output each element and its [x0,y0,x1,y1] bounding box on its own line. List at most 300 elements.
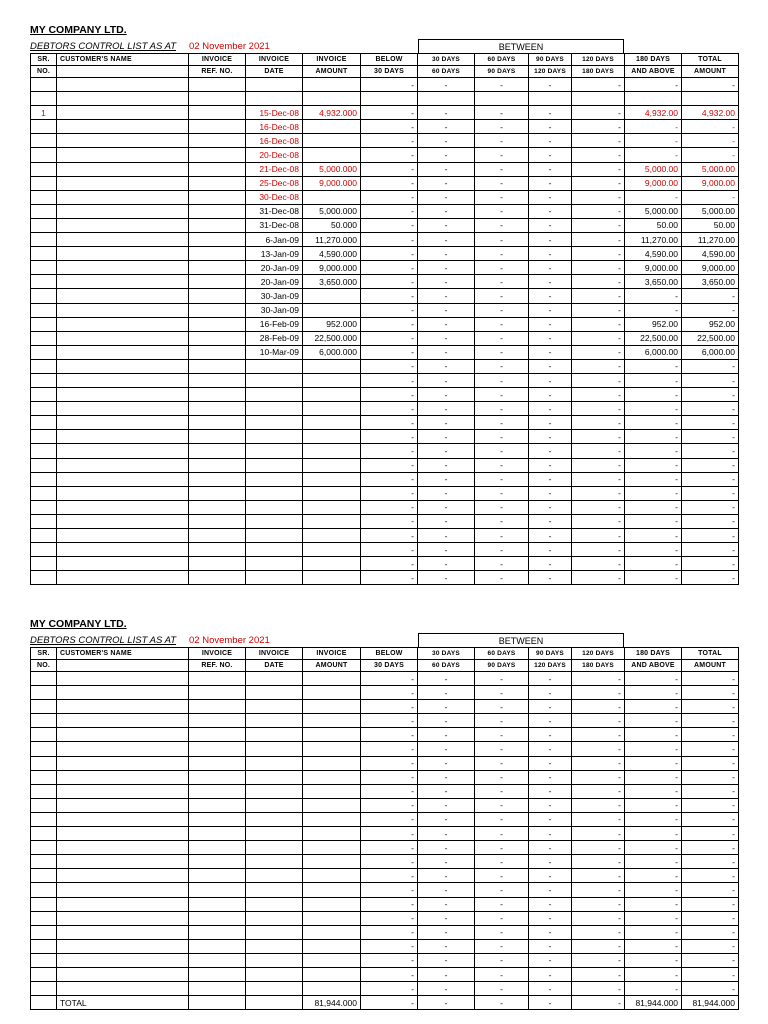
cell-ref [189,925,246,939]
cell-d60: - [475,402,529,416]
cell-total: - [682,982,739,996]
table-row [31,430,739,444]
column-header: 60 DAYS [475,648,529,660]
column-header: NO. [31,660,57,672]
cell-sr [31,148,57,162]
cell-d180: - [625,827,682,841]
cell-d60: - [475,686,529,700]
cell-d180: - [625,798,682,812]
cell-d60: - [475,883,529,897]
cell-total: - [682,486,739,500]
cell-d60: - [475,841,529,855]
cell-date [246,700,303,714]
cell-d180: 9,000.00 [625,176,682,190]
cell-amount: 3,650.000 [303,275,361,289]
table-row [31,218,739,232]
cell-below: - [361,345,418,359]
cell-d30: - [418,388,475,402]
cell-below: - [361,869,418,883]
cell-d90: - [529,953,572,967]
cell-d60: - [475,261,529,275]
cell-sr [31,700,57,714]
cell-d90: - [529,784,572,798]
total-row [31,996,739,1010]
cell-total: - [682,897,739,911]
cell-amount [303,289,361,303]
cell-amount [303,883,361,897]
cell-date [246,967,303,981]
cell-d180: 4,590.00 [625,247,682,261]
cell-d120: - [572,430,625,444]
cell-d180: - [625,557,682,571]
between-header: BETWEEN [418,39,624,53]
cell-d60: - [475,798,529,812]
cell-ref [189,543,246,557]
cell-ref [189,458,246,472]
cell-d180: - [625,500,682,514]
cell-total: - [682,373,739,387]
cell-date [246,92,303,106]
cell-below: - [361,728,418,742]
cell-below: - [361,472,418,486]
table-row [31,416,739,430]
cell-amount: 9,000.000 [303,261,361,275]
table-row [31,120,739,134]
cell-date [246,883,303,897]
cell-name [57,714,189,728]
cell-name [57,571,189,585]
cell-amount [303,728,361,742]
column-header: 90 DAYS [529,54,572,66]
cell-amount [303,798,361,812]
cell-date [246,855,303,869]
column-header: 30 DAYS [418,54,475,66]
cell-ref [189,714,246,728]
between-header: BETWEEN [418,633,624,647]
cell-total: - [682,855,739,869]
cell-d180: - [625,120,682,134]
cell-d90: - [529,345,572,359]
cell-d30: - [418,686,475,700]
cell-d180: - [625,714,682,728]
cell-d60: - [475,869,529,883]
cell-sr [31,373,57,387]
cell-date [246,897,303,911]
column-header: 90 DAYS [529,648,572,660]
column-header: REF. NO. [189,660,246,672]
cell-amount [303,953,361,967]
cell-d30: - [418,162,475,176]
cell-d30: - [418,869,475,883]
cell-name [57,953,189,967]
cell-sr [31,275,57,289]
cell-d60: - [475,500,529,514]
cell-total: - [682,557,739,571]
cell-d30: - [418,303,475,317]
header-row-bottom [31,660,739,672]
cell-ref [189,120,246,134]
cell-amount [303,373,361,387]
cell-name [57,841,189,855]
cell-ref [189,204,246,218]
cell-below: - [361,770,418,784]
cell-d90: - [529,855,572,869]
cell-total: 11,270.00 [682,233,739,247]
cell-name [57,261,189,275]
cell-d60: - [475,275,529,289]
cell-below: - [361,883,418,897]
cell-d180: 3,650.00 [625,275,682,289]
cell-total: 6,000.00 [682,345,739,359]
cell-amount: 4,932.000 [303,106,361,120]
column-header: AMOUNT [303,660,361,672]
cell-below: - [361,700,418,714]
cell-date [246,742,303,756]
table-row [31,289,739,303]
cell-sr [31,982,57,996]
table-body [31,78,739,585]
cell-below: - [361,514,418,528]
cell-d120: - [572,331,625,345]
cell-d90: - [529,756,572,770]
cell-date: 20-Dec-08 [246,148,303,162]
table-body [31,672,739,1010]
cell-amount [303,514,361,528]
cell-d30: - [418,190,475,204]
cell-amount [303,92,361,106]
cell-amount [303,911,361,925]
cell-ref [189,247,246,261]
cell-d60: - [475,444,529,458]
table-header [31,54,739,78]
cell-sr [31,134,57,148]
cell-d120: - [572,289,625,303]
cell-d120: - [572,700,625,714]
cell-total: 952.00 [682,317,739,331]
column-header: 120 DAYS [529,660,572,672]
cell-name [57,686,189,700]
cell-d30: - [418,925,475,939]
cell-amount [303,78,361,92]
cell-d180: - [625,472,682,486]
cell-sr [31,855,57,869]
cell-date [246,78,303,92]
cell-d90: - [529,120,572,134]
cell-sr [31,798,57,812]
cell-d120: - [572,784,625,798]
table-row [31,925,739,939]
cell-ref [189,289,246,303]
cell-name [57,416,189,430]
cell-d120: - [572,897,625,911]
cell-date [246,798,303,812]
cell-date [246,444,303,458]
debtors-table [30,647,739,1010]
cell-name [57,218,189,232]
cell-d60: - [475,925,529,939]
cell-below: - [361,78,418,92]
cell-amount [303,472,361,486]
cell-d120: - [572,472,625,486]
cell-d180: - [625,841,682,855]
cell-d120: - [572,218,625,232]
cell-d30: - [418,728,475,742]
cell-d120: - [572,543,625,557]
cell-d120: - [572,812,625,826]
cell-d60: - [475,855,529,869]
table-row [31,444,739,458]
cell-amount: 5,000.000 [303,162,361,176]
cell-d60: - [475,289,529,303]
cell-date [246,571,303,585]
table-row [31,247,739,261]
cell-d60: - [475,416,529,430]
cell-name [57,728,189,742]
total-total: 81,944.000 [682,996,739,1010]
cell-d120: - [572,672,625,686]
cell-d120: - [572,458,625,472]
cell-sr [31,911,57,925]
cell-sr [31,543,57,557]
cell-ref [189,430,246,444]
cell-below: - [361,176,418,190]
cell-sr [31,812,57,826]
cell-sr [31,514,57,528]
cell-total: - [682,134,739,148]
cell-d60: - [475,204,529,218]
cell-d180: - [625,303,682,317]
cell-sr [31,500,57,514]
table-row [31,742,739,756]
table-row [31,982,739,996]
cell-d120: - [572,134,625,148]
cell-ref [189,911,246,925]
cell-amount [303,784,361,798]
cell-total: - [682,500,739,514]
cell-d90: - [529,543,572,557]
cell-d30: - [418,486,475,500]
cell-d90: - [529,289,572,303]
cell-d30: - [418,770,475,784]
cell-d60: - [475,982,529,996]
cell-date: 13-Jan-09 [246,247,303,261]
cell-d90: - [529,472,572,486]
cell-below: - [361,261,418,275]
cell-amount [303,529,361,543]
list-subtitle: DEBTORS CONTROL LIST AS AT [30,635,177,646]
cell-ref [189,883,246,897]
cell-sr [31,557,57,571]
cell-sr [31,571,57,585]
cell-d180: - [625,571,682,585]
cell-below: - [361,148,418,162]
table-row [31,672,739,686]
cell-ref [189,939,246,953]
cell-total: - [682,827,739,841]
cell-d30: - [418,275,475,289]
cell-total: - [682,841,739,855]
cell-d30: - [418,204,475,218]
cell-d60: - [475,148,529,162]
cell-amount [303,148,361,162]
cell-d180: - [625,190,682,204]
column-header: 60 DAYS [418,660,475,672]
cell-d90: - [529,359,572,373]
table-row [31,883,739,897]
cell-d90: - [529,869,572,883]
cell-sr [31,728,57,742]
cell-below: - [361,841,418,855]
cell-d60: - [475,486,529,500]
cell-ref [189,275,246,289]
cell-d120: - [572,204,625,218]
cell-sr [31,770,57,784]
cell-sr [31,388,57,402]
cell-below: - [361,953,418,967]
cell-d30: - [418,331,475,345]
cell-date [246,827,303,841]
cell-date: 15-Dec-08 [246,106,303,120]
cell-d180: - [625,700,682,714]
column-header: AMOUNT [682,660,739,672]
cell-ref [189,953,246,967]
cell-d120: - [572,841,625,855]
cell-sr [31,78,57,92]
debtors-sheet-1 [30,24,738,583]
cell-name [57,925,189,939]
cell-sr [31,218,57,232]
cell-d60: - [475,571,529,585]
cell-sr [31,756,57,770]
column-header: 180 DAYS [625,54,682,66]
column-header: 120 DAYS [529,66,572,78]
cell-d60: - [475,939,529,953]
cell-d60: - [475,331,529,345]
table-row [31,148,739,162]
cell-date [246,728,303,742]
cell-d180: - [625,430,682,444]
debtors-sheet-2 [30,618,738,1008]
cell-total: - [682,359,739,373]
table-row [31,500,739,514]
column-header: SR. [31,648,57,660]
cell-total: - [682,883,739,897]
cell-d180: - [625,756,682,770]
cell-d90: - [529,176,572,190]
cell-total: - [682,514,739,528]
cell-d180: - [625,728,682,742]
cell-d180: 5,000.00 [625,162,682,176]
cell-ref [189,897,246,911]
cell-date [246,359,303,373]
table-row [31,827,739,841]
cell-date [246,756,303,770]
column-header: DATE [246,66,303,78]
cell-total: - [682,78,739,92]
cell-total: 22,500.00 [682,331,739,345]
header-row-top [31,54,739,66]
cell-d90: - [529,514,572,528]
cell-d120: - [572,345,625,359]
table-row [31,798,739,812]
cell-below: - [361,925,418,939]
cell-d60: - [475,714,529,728]
cell-ref [189,261,246,275]
cell-name [57,514,189,528]
cell-below: - [361,430,418,444]
column-header: INVOICE [303,648,361,660]
cell-amount: 22,500.000 [303,331,361,345]
cell-total: 5,000.00 [682,204,739,218]
cell-sr [31,247,57,261]
cell-d120: - [572,869,625,883]
debtors-table [30,53,739,585]
cell-ref [189,571,246,585]
cell-below: - [361,798,418,812]
cell-d180: 6,000.00 [625,345,682,359]
cell-d90: - [529,317,572,331]
cell-total: - [682,770,739,784]
cell-d30: - [418,148,475,162]
cell-d90: - [529,939,572,953]
cell-date: 6-Jan-09 [246,233,303,247]
cell-ref [189,728,246,742]
cell-d30: - [418,289,475,303]
column-header: SR. [31,54,57,66]
cell-d60: - [475,827,529,841]
cell-d120: - [572,388,625,402]
cell-below: - [361,529,418,543]
cell-d180: - [625,514,682,528]
cell-name [57,331,189,345]
cell-name [57,78,189,92]
cell-below: - [361,317,418,331]
column-header: CUSTOMER'S NAME [57,648,189,660]
cell-name [57,798,189,812]
cell-total: - [682,571,739,585]
company-title: MY COMPANY LTD. [30,618,127,630]
cell-total: - [682,686,739,700]
cell-sr [31,672,57,686]
table-row [31,770,739,784]
cell-name [57,529,189,543]
cell-below: - [361,162,418,176]
cell-sr [31,967,57,981]
cell-name [57,756,189,770]
cell-ref [189,373,246,387]
cell-amount [303,827,361,841]
cell-d180: - [625,416,682,430]
cell-sr [31,345,57,359]
cell-name [57,289,189,303]
cell-below: - [361,756,418,770]
cell-total: - [682,402,739,416]
cell-below: - [361,331,418,345]
cell-below: - [361,897,418,911]
column-header: 180 DAYS [625,648,682,660]
cell-below: - [361,571,418,585]
cell-name [57,106,189,120]
cell-d30: - [418,402,475,416]
header-row-bottom [31,66,739,78]
cell-amount [303,700,361,714]
cell-name [57,402,189,416]
cell-amount [303,812,361,826]
cell-amount [303,742,361,756]
cell-total: - [682,742,739,756]
cell-sr [31,953,57,967]
cell-amount: 9,000.000 [303,176,361,190]
